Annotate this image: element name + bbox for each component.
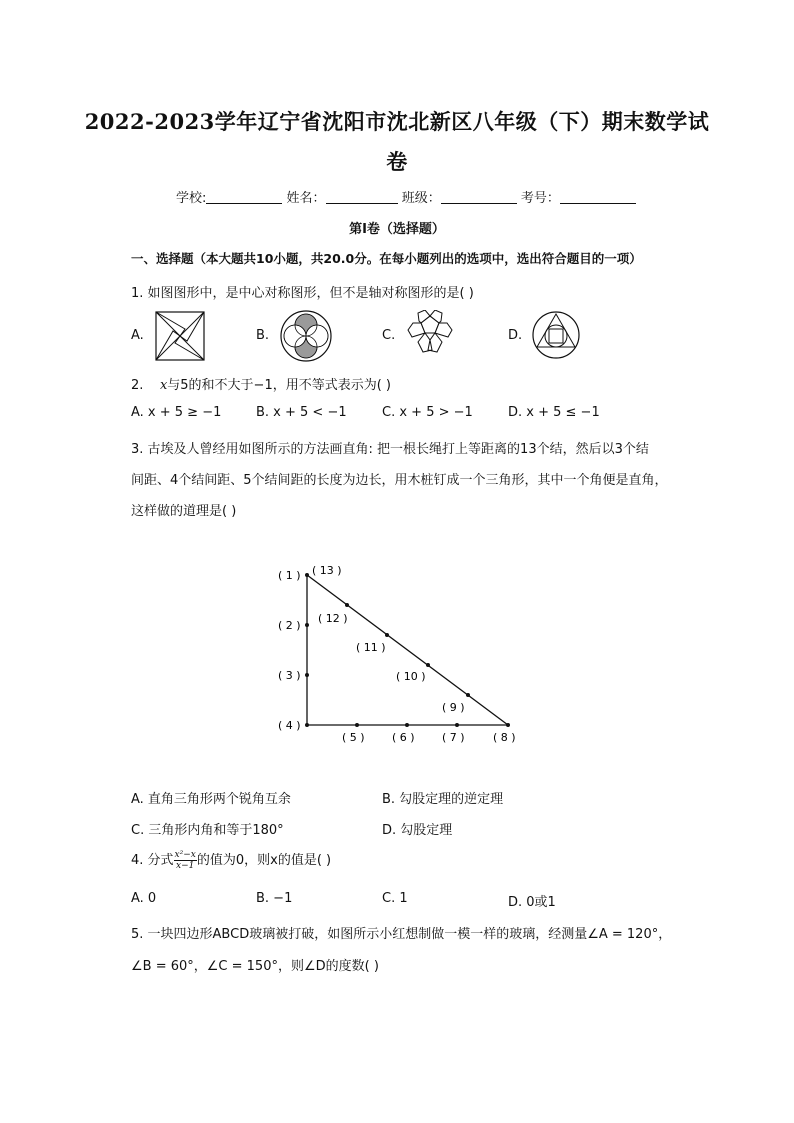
q4-suffix: 的值为0，则x的值是( ) xyxy=(196,853,332,868)
q1-text: 1. 如图图形中，是中心对称图形，但不是轴对称图形的是( ) xyxy=(131,286,474,301)
q4-option-b: B. −1 xyxy=(256,891,293,906)
q2-option-b: B. x + 5 < −1 xyxy=(256,405,347,420)
q1-option-b-label: B. xyxy=(256,328,270,343)
label-knot-12: ( 12 ) xyxy=(318,612,348,625)
label-knot-13: ( 13 ) xyxy=(312,564,342,577)
label-knot-3: ( 3 ) xyxy=(278,669,301,682)
exam-no-blank xyxy=(560,191,636,204)
knot-3 xyxy=(305,673,309,677)
q1-option-a-pinwheel-figure xyxy=(155,311,205,361)
q4-option-d: D. 0或1 xyxy=(508,895,556,910)
q1-option-c-pentagons-figure xyxy=(404,310,456,360)
label-knot-4: ( 4 ) xyxy=(278,719,301,732)
part-title: 第Ⅰ卷（选择题） xyxy=(349,222,445,237)
q2-option-c: C. x + 5 > −1 xyxy=(382,405,473,420)
q2-variable: x xyxy=(159,378,168,393)
knot-7 xyxy=(455,723,459,727)
knot-6 xyxy=(405,723,409,727)
q3-line1: 3. 古埃及人曾经用如图所示的方法画直角: 把一根长绳打上等距离的13个结，然后以3个结 xyxy=(131,442,649,457)
q2-text xyxy=(131,374,391,393)
class-blank xyxy=(441,191,517,204)
q3-line3: 这样做的道理是( ) xyxy=(131,504,237,519)
q4-prefix: 4. 分式 xyxy=(131,853,174,868)
q5-line1: 5. 一块四边形ABCD玻璃被打破，如图所示小红想制做一模一样的玻璃，经测量∠A = 120°， xyxy=(131,927,672,942)
knot-1 xyxy=(305,573,309,577)
q3-rope-triangle-figure xyxy=(270,555,530,755)
label-knot-5: ( 5 ) xyxy=(342,731,365,744)
knot-10 xyxy=(426,663,430,667)
label-knot-6: ( 6 ) xyxy=(392,731,415,744)
school-label: 学校: xyxy=(176,191,207,206)
q1-option-b-four-petal-figure xyxy=(279,309,333,363)
knot-2 xyxy=(305,623,309,627)
school-blank xyxy=(206,191,282,204)
q3-option-c: C. 三角形内角和等于180° xyxy=(131,823,284,838)
q3-line2: 间距、4个结间距、5个结间距的长度为边长，用木桩钉成一个三角形，其中一个角便是直角， xyxy=(131,473,668,488)
label-knot-8: ( 8 ) xyxy=(493,731,516,744)
section-header: 一、选择题（本大题共10小题，共20.0分。在每小题列出的选项中，选出符合题目的一项） xyxy=(131,251,642,266)
q2-number: 2. xyxy=(131,378,144,393)
q3-option-a: A. 直角三角形两个锐角互余 xyxy=(131,792,291,807)
q1-option-d-label: D. xyxy=(508,328,523,343)
knot-9 xyxy=(466,693,470,697)
q4-option-a: A. 0 xyxy=(131,891,157,906)
q2-option-d: D. x + 5 ≤ −1 xyxy=(508,405,600,420)
q4-text xyxy=(131,849,331,871)
label-knot-9: ( 9 ) xyxy=(442,701,465,714)
q3-option-d: D. 勾股定理 xyxy=(382,823,453,838)
q4-fraction xyxy=(174,850,197,871)
q4-denominator: x−1 xyxy=(176,861,195,871)
exam-title-line2: 卷 xyxy=(386,149,408,174)
label-knot-11: ( 11 ) xyxy=(356,641,386,654)
info-row xyxy=(176,187,636,206)
exam-no-label: 考号： xyxy=(520,191,560,206)
q2-text-rest: 与5的和不大于−1，用不等式表示为( ) xyxy=(167,378,391,393)
q4-option-c: C. 1 xyxy=(382,891,408,906)
name-label: 姓名： xyxy=(286,191,326,206)
class-label: 班级： xyxy=(401,191,441,206)
knot-5 xyxy=(355,723,359,727)
knot-11 xyxy=(385,633,389,637)
q5-line2: ∠B = 60°，∠C = 150°，则∠D的度数( ) xyxy=(131,959,379,974)
knot-12 xyxy=(345,603,349,607)
label-knot-10: ( 10 ) xyxy=(396,670,426,683)
q2-option-a: A. x + 5 ≥ −1 xyxy=(131,405,222,420)
label-knot-2: ( 2 ) xyxy=(278,619,301,632)
knot-4 xyxy=(305,723,309,727)
q3-option-b: B. 勾股定理的逆定理 xyxy=(382,792,504,807)
q1-option-c-label: C. xyxy=(382,328,396,343)
knot-8 xyxy=(506,723,510,727)
label-knot-7: ( 7 ) xyxy=(442,731,465,744)
triangle-hypotenuse xyxy=(307,575,508,725)
name-blank xyxy=(326,191,398,204)
q1-option-a-label: A. xyxy=(131,328,144,343)
exam-title-line1: 2022-2023学年辽宁省沈阳市沈北新区八年级（下）期末数学试 xyxy=(84,109,710,134)
label-knot-1: ( 1 ) xyxy=(278,569,301,582)
q1-option-d-circle-triangle-square-figure xyxy=(531,310,581,360)
q4-numerator: x²−x xyxy=(174,850,196,860)
